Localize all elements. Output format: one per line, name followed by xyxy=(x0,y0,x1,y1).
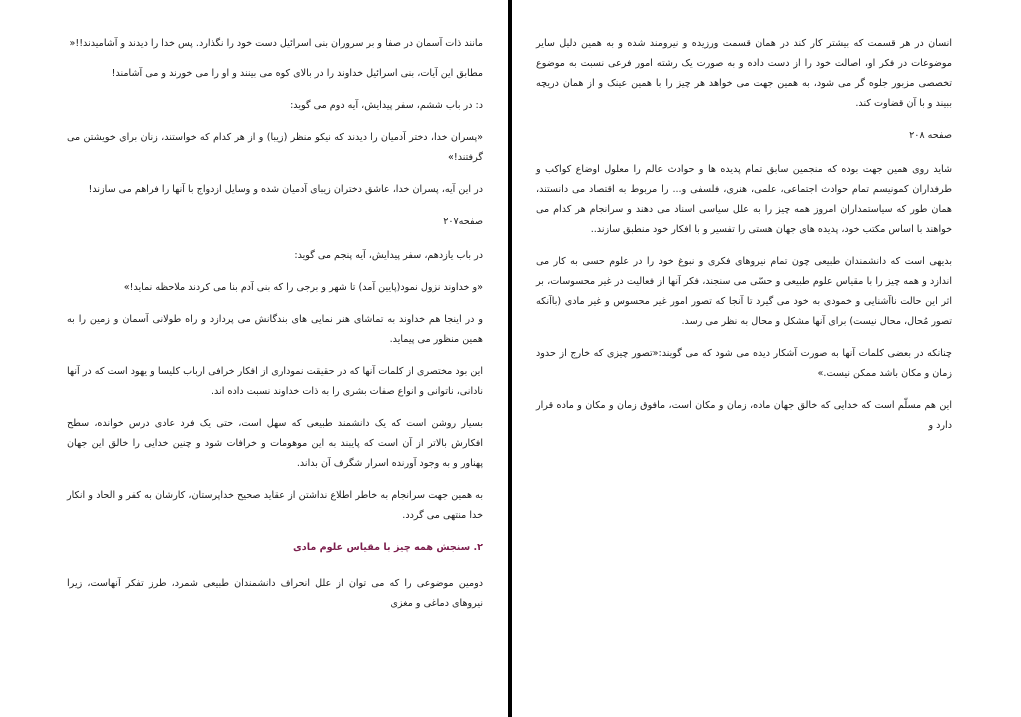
paragraph: و در اینجا هم خداوند به تماشای هنر نمایی های بندگانش می پردازد و راه طولانی آسمان و زمین را به همین منظور می پیماید. xyxy=(67,314,483,345)
paragraph: د: در باب ششم، سفر پیدایش، آیه دوم می گوید: xyxy=(290,100,483,111)
left-page xyxy=(67,0,483,626)
paragraph: مطابق این آیات، بنی اسرائیل خداوند را در بالای کوه می بینند و او را می خورند و می آشامند! xyxy=(111,68,483,79)
page-number-label: صفحه۲۰۷ xyxy=(443,216,483,227)
paragraph: مانند ذات آسمان در صفا و بر سروران بنی اسرائیل دست خود را نگذارد. پس خدا را دیدند و آشامیدند!!« xyxy=(69,38,483,49)
right-page xyxy=(536,0,952,448)
section-heading: ۲. سنجش همه چیز با مقیاس علوم مادی xyxy=(293,542,483,553)
paragraph: به همین جهت سرانجام به خاطر اطلاع نداشتن از عقاید صحیح خداپرستان، کارشان به کفر و الحاد و انکار خدا منتهی می گردد. xyxy=(67,490,483,521)
paragraph: بسیار روشن است که یک دانشمند طبیعی که سهل است، حتی یک فرد عادی درس خوانده، سطح افکارش بالاتر از آن است که پایبند به این موهومات و خرافات شود و چنین خدایی را خالق این جهان پهناور و به وجود آورنده اسرار شگرف آن بداند. xyxy=(67,418,483,469)
paragraph: بدیهی است که دانشمندان طبیعی چون تمام نیروهای فکری و نبوغ خود را در علوم حسی به کار می اندازد و همه چیز را با مقیاس علوم طبیعی و حسّی می سنجند، فکر آنها از فعالیت در غیر محسوسات، بر اثر این حالت ناآشنایی و خمودی به خود می گیرد تا آنجا که تصور امور غیر محسوس و غیر مادی (باآنکه تصور مُحال، محال نیست) برای آنها مشکل و محال به نظر می رسد. xyxy=(536,256,952,327)
paragraph: این هم مسلّم است که خدایی که خالق جهان ماده، زمان و مکان است، مافوق زمان و مکان و ماده قرار دارد و xyxy=(536,400,952,431)
quote-paragraph: «و خداوند نزول نمود(پایین آمد) تا شهر و برجی را که بنی آدم بنا می کردند ملاحظه نماید!» xyxy=(123,282,483,293)
paragraph: در این آیه، پسران خدا، عاشق دختران زیبای آدمیان شده و وسایل ازدواج با آنها را فراهم می سازند! xyxy=(88,184,483,195)
paragraph: انسان در هر قسمت که بیشتر کار کند در همان قسمت ورزیده و نیرومند شده و به همین دلیل سایر موضوعات در فکر او، اصالت خود را از دست داده و به صورت یک رشته امور فرعی نسبت به موضوع تخصصی مزبور جلوه گر می شود، به همین جهت می خواهد هر چیز را با همین عینک و از همان دریچه ببیند و با آن قضاوت کند. xyxy=(536,38,952,109)
paragraph: شاید روی همین جهت بوده که منجمین سابق تمام پدیده ها و حوادث عالم را معلول اوضاع کواکب و طرفداران کمونیسم تمام حوادث اجتماعی، علمی، هنری، فلسفی و... را مربوط به اقتصاد می دانستند، همان طور که سیاستمداران امروز همه چیز را به علل سیاسی اسناد می دهند و سرانجام هر کدام می خواهند با اساس مکتب خود، پدیده های جهان هستی را تفسیر و با افکار خود منطبق سازند.. xyxy=(536,164,952,235)
paragraph: این بود مختصری از کلمات آنها که در حقیقت نموداری از افکار خرافی ارباب کلیسا و یهود است که در آنها نادانی، ناتوانی و انواع صفات بشری را به ذات خداوند نسبت داده اند. xyxy=(67,366,483,397)
paragraph: چنانکه در بعضی کلمات آنها به صورت آشکار دیده می شود که می گویند:«تصور چیزی که خارج از حدود زمان و مکان باشد ممکن نیست.» xyxy=(536,348,952,379)
quote-paragraph: «پسران خدا، دختر آدمیان را دیدند که نیکو منظر (زیبا) و از هر کدام که خواستند، زنان برای خویشتن می گرفتند!» xyxy=(67,132,483,163)
page-divider xyxy=(508,0,512,717)
page-number-label: صفحه ۲۰۸ xyxy=(909,130,952,141)
paragraph: دومین موضوعی را که می توان از علل انحراف دانشمندان طبیعی شمرد، طرز تفکر آنهاست، زیرا نیروهای دماغی و مغزی xyxy=(67,578,483,609)
paragraph: در باب یازدهم، سفر پیدایش، آیه پنجم می گوید: xyxy=(294,250,483,261)
